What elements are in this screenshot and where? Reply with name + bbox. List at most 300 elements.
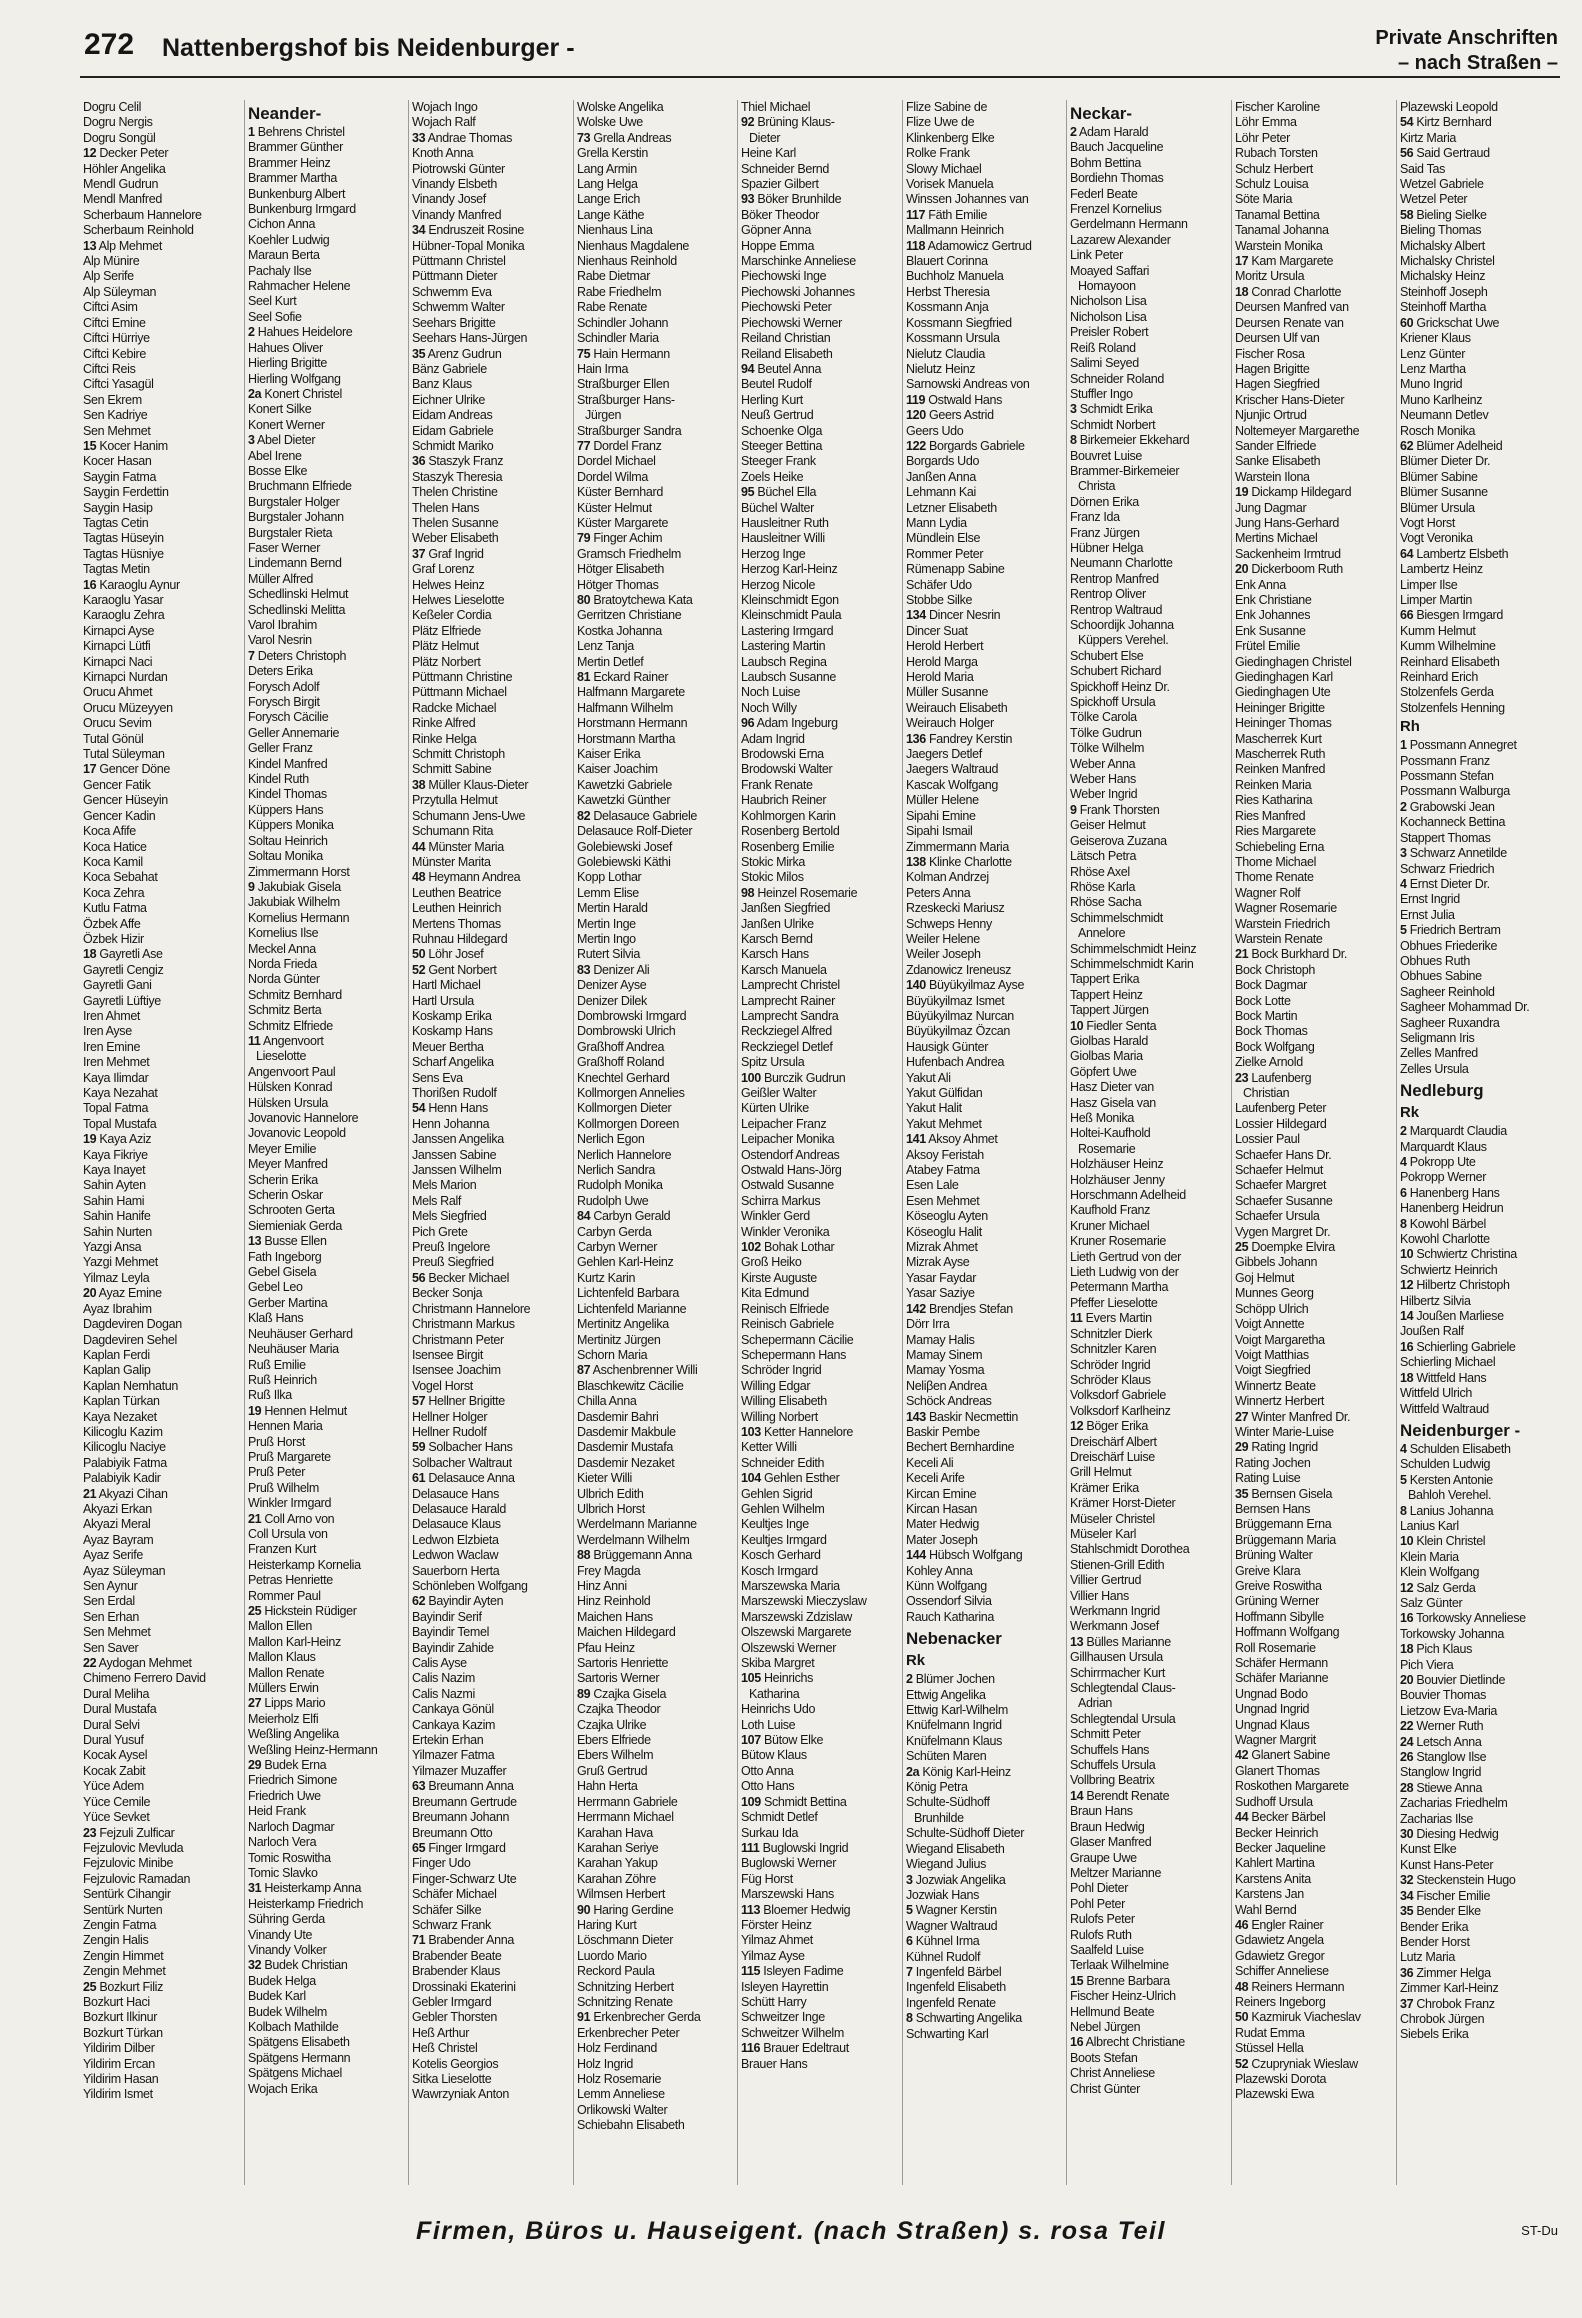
directory-entry: Akyazi Meral — [83, 1517, 151, 1532]
directory-entry: Munnes Georg — [1234, 1286, 1314, 1301]
directory-entry: 138 Klinke Charlotte — [905, 854, 1012, 869]
directory-entry: Lazarew Alexander — [1070, 232, 1171, 247]
directory-entry: Kornelius Ilse — [247, 926, 318, 941]
house-number: 122 — [905, 438, 926, 453]
house-number: 12 — [83, 146, 97, 161]
directory-entry: Hagen Brigitte — [1234, 361, 1310, 376]
directory-entry: Mündlein Else — [905, 531, 980, 546]
directory-entry: Schneider Edith — [741, 1455, 825, 1470]
directory-entry: Dural Mustafa — [83, 1702, 157, 1717]
house-number: 37 — [412, 546, 426, 561]
directory-entry: Kumm Wilhelmine — [1399, 639, 1496, 654]
directory-entry: Cankaya Gönül — [412, 1702, 494, 1717]
directory-entry: Tappert Jürgen — [1070, 1003, 1150, 1018]
house-number: 82 — [576, 808, 590, 823]
directory-entry-continuation: Katharina — [749, 1686, 800, 1701]
directory-entry: Karstens Anita — [1234, 1871, 1311, 1886]
directory-entry: Pfeffer Lieselotte — [1070, 1295, 1158, 1310]
directory-entry: Spitz Ursula — [741, 1055, 805, 1070]
directory-entry: 2 Marquardt Claudia — [1399, 1124, 1507, 1139]
directory-entry: 17 Kam Margarete — [1234, 254, 1334, 269]
directory-entry: Dreischärf Albert — [1070, 1434, 1157, 1449]
directory-entry: Hahn Herta — [576, 1779, 638, 1794]
directory-entry: Delasauce Rolf-Dieter — [576, 824, 692, 839]
directory-entry: Alp Serife — [83, 269, 134, 284]
directory-entry: Straßburger Hans- — [576, 392, 675, 407]
directory-entry: 1 Possmann Annegret — [1399, 738, 1517, 753]
directory-entry: Soltau Heinrich — [247, 833, 328, 848]
directory-entry: Ledwon Waclaw — [412, 1548, 499, 1563]
directory-entry: Staszyk Theresia — [412, 469, 503, 484]
directory-entry: 141 Aksoy Ahmet — [905, 1132, 998, 1147]
directory-entry: Schedlinski Melitta — [247, 602, 345, 617]
directory-entry: Warstein Monika — [1234, 238, 1323, 253]
directory-entry: Rudolph Uwe — [576, 1193, 649, 1208]
directory-entry: Schedlinski Helmut — [247, 587, 348, 602]
house-number: 54 — [1399, 115, 1413, 130]
directory-entry: Koca Kamil — [83, 854, 143, 869]
directory-entry: Reinken Manfred — [1234, 762, 1326, 777]
directory-entry: Yilmaz Ahmet — [741, 1933, 814, 1948]
directory-entry: Mertinitz Angelika — [576, 1317, 669, 1332]
directory-entry: Kawetzki Gabriele — [576, 777, 672, 792]
directory-entry: Tomic Slavko — [247, 1865, 318, 1880]
house-number: 19 — [83, 1132, 97, 1147]
directory-entry: Przytulla Helmut — [412, 793, 498, 808]
directory-entry: Spickhoff Ursula — [1070, 695, 1156, 710]
house-number: 15 — [1070, 1973, 1084, 1988]
directory-entry: Sen Saver — [83, 1640, 139, 1655]
directory-entry: Yilmazer Muzaffer — [412, 1763, 507, 1778]
directory-entry: Schröder Ingrid — [741, 1363, 822, 1378]
directory-entry: Kaya Inayet — [83, 1163, 146, 1178]
directory-entry: Mels Ralf — [412, 1193, 462, 1208]
directory-entry: Gebel Gisela — [247, 1265, 316, 1280]
directory-entry: Graf Lorenz — [412, 562, 475, 577]
directory-entry: Söte Maria — [1234, 192, 1292, 207]
directory-entry: Küster Bernhard — [576, 485, 663, 500]
directory-entry: Stolzenfels Henning — [1399, 700, 1505, 715]
directory-entry: Mamay Yosma — [905, 1363, 985, 1378]
directory-entry: 62 Blümer Adelheid — [1399, 438, 1502, 453]
directory-entry: Hierling Brigitte — [247, 356, 327, 371]
directory-entry: 22 Aydogan Mehmet — [83, 1656, 192, 1671]
directory-entry: Limper Ilse — [1399, 577, 1457, 592]
directory-entry: Pokropp Werner — [1399, 1170, 1486, 1185]
directory-entry: Vinandy Volker — [247, 1942, 326, 1957]
header-rule — [80, 76, 1560, 78]
directory-entry: Weßling Heinz-Hermann — [247, 1742, 378, 1757]
directory-entry: Straßburger Ellen — [576, 377, 669, 392]
directory-entry: Brüggemann Maria — [1234, 1532, 1336, 1547]
directory-entry: Breumann Johann — [412, 1810, 510, 1825]
house-number: 16 — [1399, 1339, 1413, 1354]
directory-entry: Bock Christoph — [1234, 962, 1315, 977]
directory-entry: Lossier Paul — [1234, 1132, 1300, 1147]
directory-entry: Sartoris Werner — [576, 1671, 659, 1686]
directory-entry: Plazewski Dorota — [1234, 2072, 1327, 2086]
directory-entry: Gencer Kadin — [83, 808, 156, 823]
directory-entry: Nicholson Lisa — [1070, 294, 1147, 309]
directory-entry: Reinisch Gabriele — [741, 1317, 835, 1332]
directory-entry: Lindemann Bernd — [247, 556, 342, 571]
house-number: 52 — [412, 962, 426, 977]
house-number: 5 — [1399, 1472, 1407, 1487]
directory-entry: Brammer Günther — [247, 140, 343, 155]
directory-entry: 19 Kaya Aziz — [83, 1132, 152, 1147]
directory-entry: Voigt Annette — [1234, 1317, 1305, 1332]
directory-entry: Golebiewski Käthi — [576, 854, 671, 869]
directory-entry: Herrmann Gabriele — [576, 1794, 678, 1809]
directory-entry: Rosenberg Emilie — [741, 839, 835, 854]
directory-entry: Ledwon Elzbieta — [412, 1532, 499, 1547]
directory-entry: 136 Fandrey Kerstin — [905, 731, 1012, 746]
house-number: 4 — [1399, 876, 1407, 891]
directory-entry: Lichtenfeld Marianne — [576, 1301, 686, 1316]
directory-entry: Pohl Dieter — [1070, 1881, 1129, 1896]
directory-entry: Grüning Werner — [1234, 1594, 1319, 1609]
directory-entry: Kaya Nezaket — [83, 1409, 157, 1424]
directory-entry: Lutz Maria — [1399, 1950, 1455, 1965]
directory-entry: 100 Burczik Gudrun — [741, 1070, 846, 1085]
section-title-line2: – nach Straßen – — [1397, 52, 1558, 74]
directory-entry: Federl Beate — [1070, 186, 1138, 201]
house-number: 19 — [1234, 485, 1249, 500]
directory-entry: Schulte-Südhoff — [905, 1795, 990, 1810]
directory-entry: Villier Hans — [1070, 1588, 1130, 1603]
house-number: 19 — [247, 1403, 261, 1418]
directory-entry: Topal Mustafa — [83, 1116, 157, 1131]
directory-entry: Sen Erdal — [83, 1594, 135, 1609]
directory-entry: Sander Elfriede — [1234, 438, 1317, 453]
directory-entry: Schwarz Frank — [412, 1917, 492, 1932]
house-number: 3 — [1070, 402, 1077, 417]
directory-entry: 10 Klein Christel — [1399, 1534, 1485, 1549]
house-number: 8 — [1399, 1216, 1407, 1231]
directory-entry: Burgstaler Rieta — [247, 525, 332, 540]
directory-entry: 2 Blümer Jochen — [905, 1672, 995, 1687]
directory-entry: Gencer Hüseyin — [83, 793, 168, 808]
directory-entry: Eidam Gabriele — [412, 423, 494, 438]
directory-entry: Hausleitner Ruth — [741, 515, 829, 530]
directory-entry: Leipacher Franz — [741, 1116, 827, 1131]
directory-entry: 34 Endruszeit Rosine — [412, 223, 525, 238]
directory-entry: Karahan Yakup — [576, 1856, 658, 1871]
directory-entry: Iren Emine — [83, 1039, 141, 1054]
directory-entry: Schepermann Hans — [741, 1347, 847, 1362]
directory-entry: Karahan Hava — [576, 1825, 653, 1840]
directory-entry: Püttmann Christel — [412, 254, 506, 269]
house-number: 20 — [1399, 1673, 1413, 1687]
directory-entry: Rabe Friedhelm — [576, 284, 661, 299]
directory-entry: Bütow Klaus — [741, 1748, 808, 1763]
directory-entry: Limper Martin — [1399, 593, 1472, 607]
directory-entry: Lenz Tanja — [576, 639, 634, 654]
directory-entry: Hübner Helga — [1070, 540, 1144, 555]
directory-entry: Blaschkewitz Cäcilie — [576, 1378, 684, 1393]
directory-entry: 3 Schwarz Annetilde — [1399, 846, 1507, 861]
directory-entry: Neliβen Andrea — [905, 1378, 987, 1393]
directory-entry: 80 Bratoytchewa Kata — [576, 593, 693, 607]
directory-entry: Wagner Rosemarie — [1234, 901, 1337, 916]
directory-entry: Neumann Detlev — [1399, 408, 1488, 423]
directory-entry: Klaß Hans — [247, 1311, 303, 1326]
house-number: 80 — [576, 593, 590, 607]
directory-entry: Skiba Margret — [741, 1656, 815, 1671]
directory-entry: Zengin Fatma — [83, 1917, 157, 1932]
directory-entry: Laubsch Regina — [741, 654, 827, 669]
house-number: 105 — [741, 1671, 762, 1686]
directory-entry: Voigt Matthias — [1234, 1347, 1309, 1362]
directory-entry: Wiegand Elisabeth — [905, 1841, 1005, 1856]
directory-entry: Mels Marion — [412, 1178, 477, 1193]
directory-entry: 113 Bloemer Hedwig — [741, 1902, 851, 1917]
directory-entry: Reinhard Erich — [1399, 670, 1478, 685]
street-heading: Neidenburger - — [1399, 1420, 1520, 1440]
directory-entry: Dogru Songül — [83, 130, 156, 145]
directory-entry: 36 Staszyk Franz — [412, 454, 504, 469]
directory-entry-continuation: Küppers Verehel. — [1078, 633, 1169, 648]
directory-entry: Preuß Ingelore — [412, 1240, 491, 1255]
directory-entry: 52 Czupryniak Wieslaw — [1234, 2056, 1358, 2071]
directory-entry: Schnitzler Dierk — [1070, 1326, 1153, 1341]
directory-entry: Zelles Manfred — [1399, 1046, 1478, 1061]
directory-entry: Schöpp Ulrich — [1234, 1301, 1309, 1316]
directory-entry: Heid Frank — [247, 1804, 306, 1819]
house-number: 36 — [1399, 1965, 1413, 1980]
page-number: 272 — [84, 28, 135, 61]
directory-entry: 3 Abel Dieter — [247, 433, 315, 448]
directory-entry: Blümer Ursula — [1399, 500, 1475, 515]
directory-entry: Straßburger Sandra — [576, 423, 682, 438]
directory-entry: 65 Finger Irmgard — [412, 1840, 506, 1855]
directory-entry: Denizer Dilek — [576, 993, 647, 1008]
directory-entry: Mater Hedwig — [905, 1517, 979, 1532]
directory-entry: Schaefer Hans Dr. — [1234, 1147, 1332, 1162]
directory-entry: Zoels Heike — [741, 469, 804, 484]
directory-entry: Schnitzing Renate — [576, 1994, 673, 2009]
house-number: 95 — [741, 485, 755, 500]
directory-entry: Dincer Suat — [905, 623, 968, 638]
directory-entry: Rutert Silvia — [576, 947, 640, 962]
directory-entry: 63 Breumann Anna — [412, 1779, 514, 1794]
directory-entry: 117 Fäth Emilie — [905, 207, 987, 222]
directory-entry: Heisterkamp Friedrich — [247, 1896, 363, 1911]
directory-entry: Lemm Elise — [576, 885, 639, 900]
directory-entry: Topal Fatma — [83, 1101, 149, 1116]
directory-entry: 94 Beutel Anna — [741, 361, 822, 376]
directory-entry: Herold Marga — [905, 654, 978, 669]
directory-entry: 57 Hellner Brigitte — [412, 1394, 506, 1409]
house-number: 56 — [1399, 146, 1413, 161]
directory-entry: Schumann Rita — [412, 824, 494, 839]
directory-entry: Coll Ursula von — [247, 1526, 328, 1541]
directory-entry: Bender Erika — [1399, 1919, 1468, 1934]
house-number: 134 — [905, 608, 926, 623]
directory-entry: Lenz Martha — [1399, 361, 1466, 376]
directory-entry: Fejzulovic Minibe — [83, 1856, 174, 1871]
directory-entry: Schweps Henny — [905, 916, 992, 931]
directory-entry: Krischer Hans-Dieter — [1234, 392, 1345, 407]
house-number: 27 — [1234, 1409, 1249, 1424]
directory-entry: Sauerborn Herta — [412, 1563, 500, 1578]
directory-entry: Geiser Helmut — [1070, 818, 1146, 833]
directory-entry: Kaiser Erika — [576, 747, 641, 762]
directory-entry: Spazier Gilbert — [741, 177, 819, 192]
directory-entry: Lichtenfeld Barbara — [576, 1286, 679, 1301]
street-heading: Neckar- — [1070, 104, 1133, 123]
directory-entry: Kilicoglu Naciye — [83, 1440, 166, 1455]
house-number: 56 — [412, 1270, 426, 1285]
directory-entry: Mels Siegfried — [412, 1209, 487, 1224]
house-number: 92 — [741, 115, 755, 130]
directory-entry: Deters Erika — [247, 664, 313, 679]
directory-entry: Künn Wolfgang — [905, 1579, 987, 1593]
directory-entry: Yazgi Ansa — [83, 1240, 142, 1255]
directory-column — [902, 100, 1067, 2185]
directory-entry: Muno Ingrid — [1399, 377, 1462, 392]
directory-entry: 48 Heymann Andrea — [412, 870, 521, 885]
directory-entry: Seehars Brigitte — [412, 315, 496, 330]
directory-entry: Rahmacher Helene — [247, 279, 350, 294]
directory-entry: Frey Magda — [576, 1563, 641, 1578]
directory-entry: Burgstaler Holger — [247, 494, 340, 509]
directory-entry: 102 Bohak Lothar — [741, 1240, 835, 1255]
directory-entry: Haring Kurt — [576, 1917, 637, 1932]
house-number: 17 — [1234, 254, 1249, 269]
directory-entry: 16 Torkowsky Anneliese — [1399, 1611, 1526, 1626]
directory-entry: Schoenke Olga — [741, 423, 823, 438]
directory-entry: Göpner Anna — [741, 223, 812, 238]
directory-entry: Schaefer Margret — [1234, 1178, 1327, 1193]
directory-entry-continuation: Christa — [1078, 479, 1116, 494]
directory-entry: Franz Jürgen — [1070, 525, 1140, 540]
directory-entry: Voigt Margaretha — [1234, 1332, 1325, 1347]
directory-entry: Ettwig Karl-Wilhelm — [905, 1703, 1008, 1718]
directory-entry: Rulofs Ruth — [1070, 1927, 1132, 1942]
directory-entry: Maichen Hildegard — [576, 1625, 676, 1640]
directory-entry: Piotrowski Günter — [412, 161, 506, 176]
directory-entry: Moayed Saffari — [1070, 263, 1150, 278]
directory-entry: Gencer Fatik — [83, 777, 151, 792]
directory-entry: Neumann Charlotte — [1070, 556, 1174, 571]
directory-entry: Abel Irene — [247, 448, 302, 463]
directory-entry: Schindler Johann — [576, 315, 668, 330]
house-number: 6 — [1399, 1185, 1407, 1200]
directory-entry: Heininger Brigitte — [1234, 700, 1325, 715]
page-title: Nattenbergshof bis Neidenburger - — [162, 34, 575, 62]
directory-entry: Lanius Karl — [1399, 1518, 1459, 1533]
directory-entry: Calis Nazmi — [412, 1686, 476, 1701]
directory-entry: Narloch Dagmar — [247, 1819, 334, 1834]
directory-entry: Deursen Manfred van — [1234, 300, 1349, 315]
directory-entry: 28 Stiewe Anna — [1399, 1780, 1482, 1795]
directory-entry: Helwes Heinz — [412, 577, 485, 592]
directory-entry: 29 Rating Ingrid — [1234, 1440, 1318, 1455]
directory-entry: Löhr Emma — [1234, 115, 1297, 130]
directory-entry: Sartoris Henriette — [576, 1656, 668, 1671]
directory-entry: 60 Grickschat Uwe — [1399, 315, 1499, 330]
house-number: 81 — [576, 670, 590, 685]
directory-entry: Grella Kerstin — [576, 146, 648, 161]
directory-entry-continuation: Homayoon — [1078, 279, 1137, 294]
house-number: 3 — [905, 1872, 913, 1887]
house-number: 33 — [412, 130, 426, 145]
directory-entry: Schöck Andreas — [905, 1394, 992, 1409]
directory-entry: Delasauce Hans — [412, 1486, 500, 1501]
directory-entry: Keultjes Inge — [741, 1517, 810, 1532]
directory-entry: Geller Franz — [247, 741, 313, 756]
directory-entry: Forysch Adolf — [247, 679, 319, 694]
directory-entry: Bänz Gabriele — [412, 361, 487, 376]
directory-entry: Stüssel Hella — [1234, 2041, 1304, 2056]
directory-entry: Scherbaum Hannelore — [83, 207, 202, 222]
directory-entry: Loth Luise — [741, 1717, 796, 1732]
directory-entry: Wahl Bernd — [1234, 1902, 1297, 1917]
house-number: 77 — [576, 438, 590, 453]
directory-entry: 2a Konert Christel — [247, 386, 342, 401]
directory-entry: Ernst Ingrid — [1399, 892, 1460, 907]
directory-entry: 3 Schmidt Erika — [1070, 402, 1153, 417]
directory-entry: 84 Carbyn Gerald — [576, 1209, 670, 1224]
directory-entry: 35 Bernsen Gisela — [1234, 1486, 1333, 1501]
house-number: 22 — [1399, 1719, 1413, 1734]
directory-entry: Hoppe Emma — [741, 238, 815, 253]
directory-entry: Giolbas Harald — [1070, 1033, 1149, 1048]
directory-entry: Brammer Martha — [247, 171, 337, 186]
directory-entry: Schaefer Ursula — [1234, 1209, 1320, 1224]
directory-entry: 22 Werner Ruth — [1399, 1719, 1483, 1734]
directory-entry: Christmann Markus — [412, 1317, 515, 1332]
directory-entry: Kaplan Galip — [83, 1363, 151, 1378]
page-header — [0, 0, 1582, 100]
directory-entry: Thelen Hans — [412, 500, 480, 515]
directory-entry: Saygin Ferdettin — [83, 485, 169, 500]
directory-entry: Herrmann Michael — [576, 1810, 674, 1825]
directory-entry: Budek Karl — [247, 1989, 306, 2004]
directory-entry: Mendl Gudrun — [83, 177, 159, 192]
directory-entry: Weiler Helene — [905, 931, 980, 946]
house-number: 21 — [83, 1486, 97, 1501]
directory-entry: Alp Münire — [83, 254, 140, 269]
directory-entry: 16 Karaoglu Aynur — [83, 577, 180, 592]
directory-entry: Kollmorgen Dieter — [576, 1101, 671, 1116]
directory-column — [737, 100, 902, 2185]
directory-entry: Rommer Paul — [247, 1588, 321, 1603]
directory-entry: Pruß Horst — [247, 1434, 305, 1449]
directory-entry: Werdelmann Wilhelm — [576, 1532, 690, 1547]
directory-entry: Schnitzing Herbert — [576, 1979, 674, 1994]
directory-entry: 19 Dickamp Hildegard — [1234, 485, 1352, 500]
directory-entry: Schulden Ludwig — [1399, 1457, 1490, 1472]
directory-entry: Wawrzyniak Anton — [412, 2087, 510, 2102]
directory-entry: Sudhoff Ursula — [1234, 1794, 1313, 1809]
house-number: 93 — [741, 192, 755, 207]
directory-entry: Obhues Friederike — [1399, 938, 1497, 953]
directory-entry: Iren Ayse — [83, 1024, 132, 1039]
directory-entry: Said Tas — [1399, 161, 1445, 176]
house-number: 21 — [1234, 947, 1249, 962]
directory-entry: Ertekin Erhan — [412, 1733, 484, 1748]
directory-entry: Mertins Michael — [1234, 531, 1318, 546]
directory-entry: 25 Hickstein Rüdiger — [247, 1604, 357, 1618]
house-number: 4 — [1399, 1441, 1407, 1456]
directory-entry: Schröder Ingrid — [1070, 1357, 1151, 1372]
directory-entry: Vinandy Manfred — [412, 207, 502, 222]
directory-entry: Schrooten Gerta — [247, 1203, 335, 1218]
directory-entry: Yazgi Mehmet — [83, 1255, 158, 1270]
directory-entry: Jung Hans-Gerhard — [1234, 515, 1339, 530]
